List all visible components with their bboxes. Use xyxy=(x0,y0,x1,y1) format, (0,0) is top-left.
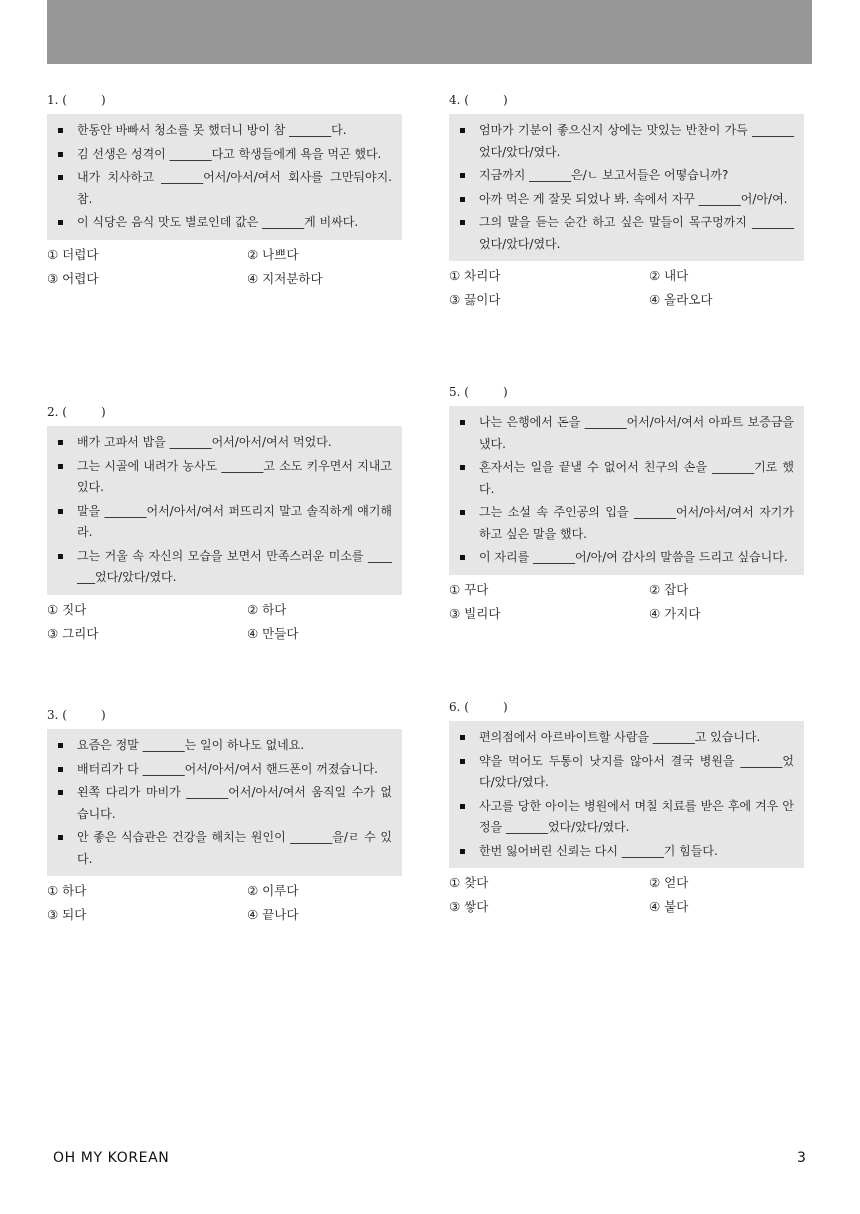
answer-option[interactable]: ④ 지저분하다 xyxy=(247,270,323,286)
answer-option[interactable]: ① 꾸다 xyxy=(449,581,489,597)
answer-option[interactable]: ② 내다 xyxy=(649,268,689,283)
bullet-icon xyxy=(58,128,63,133)
question-number: 2. ( ) xyxy=(47,405,106,419)
answer-option[interactable]: ① 찾다 xyxy=(449,875,489,890)
bullet-icon xyxy=(460,465,465,470)
example-sentence: 안 좋은 식습관은 건강을 해치는 원인이 _______을/ㄹ 수 있다. xyxy=(55,827,392,870)
bullet-icon xyxy=(460,555,465,560)
answer-option[interactable]: ① 차리다 xyxy=(449,268,501,283)
bullet-icon xyxy=(460,735,465,740)
question-number: 3. ( ) xyxy=(47,708,106,722)
example-sentence: 이 식당은 음식 맛도 별로인데 값은 _______게 비싸다. xyxy=(55,212,392,234)
bullet-icon xyxy=(460,128,465,133)
question-2 xyxy=(47,402,402,644)
sentence-box xyxy=(449,406,804,575)
example-sentence: 약을 먹어도 두통이 낫지를 않아서 결국 병원을 _______었다/았다/였다. xyxy=(457,751,794,794)
question-number: 1. ( ) xyxy=(47,93,106,107)
example-sentence: 편의점에서 아르바이트할 사람을 _______고 있습니다. xyxy=(457,727,794,749)
answer-option[interactable]: ③ 쌓다 xyxy=(449,899,489,914)
bullet-icon xyxy=(460,173,465,178)
answer-option[interactable]: ② 얻다 xyxy=(649,875,689,890)
sentence-box xyxy=(449,114,804,261)
question-number: 6. ( ) xyxy=(449,700,508,714)
example-sentence: 배터리가 다 _______어서/아서/여서 핸드폰이 꺼졌습니다. xyxy=(55,759,392,781)
sentence-box xyxy=(47,114,402,240)
bullet-icon xyxy=(58,790,63,795)
answer-option[interactable]: ② 하다 xyxy=(247,601,287,617)
bullet-icon xyxy=(460,804,465,809)
bullet-icon xyxy=(58,175,63,180)
bullet-icon xyxy=(58,152,63,157)
question-3 xyxy=(47,705,402,925)
answer-options xyxy=(449,579,804,624)
bullet-icon xyxy=(460,220,465,225)
answer-option[interactable]: ③ 그리다 xyxy=(47,625,99,641)
answer-option[interactable]: ① 하다 xyxy=(47,883,87,898)
example-sentence: 엄마가 기분이 좋으신지 상에는 맛있는 반찬이 가득 _______었다/았다/였다. xyxy=(457,120,794,163)
example-sentence: 그는 시골에 내려가 농사도 _______고 소도 키우면서 지내고 있다. xyxy=(55,456,392,499)
example-sentence: 이 자리를 _______어/아/여 감사의 말씀을 드리고 싶습니다. xyxy=(457,547,794,569)
bullet-icon xyxy=(58,509,63,514)
bullet-icon xyxy=(58,767,63,772)
answer-options xyxy=(47,244,402,289)
example-sentence: 나는 은행에서 돈을 _______어서/아서/여서 아파트 보증금을 냈다. xyxy=(457,412,794,455)
answer-option[interactable]: ④ 올라오다 xyxy=(649,292,713,307)
example-sentence: 왼쪽 다리가 마비가 _______어서/아서/여서 움직일 수가 없습니다. xyxy=(55,782,392,825)
answer-options xyxy=(449,265,804,310)
example-sentence: 요즘은 정말 _______는 일이 하나도 없네요. xyxy=(55,735,392,757)
answer-option[interactable]: ③ 어렵다 xyxy=(47,270,99,286)
answer-option[interactable]: ② 나쁘다 xyxy=(247,246,299,262)
answer-option[interactable]: ④ 붙다 xyxy=(649,899,689,914)
bullet-icon xyxy=(58,220,63,225)
page-number: 3 xyxy=(797,1150,806,1166)
example-sentence: 사고를 당한 아이는 병원에서 며칠 치료를 받은 후에 겨우 안정을 _______었다/았다/였다. xyxy=(457,796,794,839)
example-sentence: 배가 고파서 밥을 _______어서/아서/여서 먹었다. xyxy=(55,432,392,454)
bullet-icon xyxy=(460,510,465,515)
example-sentence: 그의 말을 듣는 순간 하고 싶은 말들이 목구멍까지 _______었다/았다/였다. xyxy=(457,212,794,255)
bullet-icon xyxy=(58,464,63,469)
sentence-box xyxy=(449,721,804,868)
question-number: 4. ( ) xyxy=(449,93,508,107)
bullet-icon xyxy=(58,835,63,840)
sentence-box xyxy=(47,729,402,876)
bullet-icon xyxy=(460,420,465,425)
answer-option[interactable]: ③ 되다 xyxy=(47,907,87,922)
answer-option[interactable]: ① 짓다 xyxy=(47,601,87,617)
answer-option[interactable]: ④ 끝나다 xyxy=(247,907,299,922)
bullet-icon xyxy=(58,554,63,559)
answer-options xyxy=(47,599,402,644)
bullet-icon xyxy=(460,849,465,854)
example-sentence: 아까 먹은 게 잘못 되었나 봐. 속에서 자꾸 _______어/아/여. xyxy=(457,189,794,211)
sentence-box xyxy=(47,426,402,595)
example-sentence: 그는 거울 속 자신의 모습을 보면서 만족스러운 미소를 _______었다/았다/였다. xyxy=(55,546,392,589)
answer-options xyxy=(449,872,804,917)
bullet-icon xyxy=(58,743,63,748)
example-sentence: 한번 잃어버린 신뢰는 다시 _______기 힘들다. xyxy=(457,841,794,863)
question-1 xyxy=(47,90,402,289)
bullet-icon xyxy=(460,759,465,764)
bullet-icon xyxy=(460,197,465,202)
example-sentence: 그는 소설 속 주인공의 입을 _______어서/아서/여서 자기가 하고 싶은 말을 했다. xyxy=(457,502,794,545)
example-sentence: 한동안 바빠서 청소를 못 했더니 방이 참 _______다. xyxy=(55,120,392,142)
answer-option[interactable]: ③ 끓이다 xyxy=(449,292,501,307)
example-sentence: 혼자서는 일을 끝낼 수 없어서 친구의 손을 _______기로 했다. xyxy=(457,457,794,500)
answer-option[interactable]: ④ 만들다 xyxy=(247,625,299,641)
answer-option[interactable]: ② 이루다 xyxy=(247,883,299,898)
question-6 xyxy=(449,697,804,917)
example-sentence: 말을 _______어서/아서/여서 퍼뜨리지 말고 솔직하게 얘기해라. xyxy=(55,501,392,544)
example-sentence: 김 선생은 성격이 _______다고 학생들에게 욕을 먹곤 했다. xyxy=(55,144,392,166)
example-sentence: 지금까지 _______은/ㄴ 보고서들은 어떻습니까? xyxy=(457,165,794,187)
answer-option[interactable]: ④ 가지다 xyxy=(649,605,701,621)
bullet-icon xyxy=(58,440,63,445)
header-band xyxy=(47,0,812,64)
answer-option[interactable]: ③ 빌리다 xyxy=(449,605,501,621)
question-4 xyxy=(449,90,804,310)
answer-option[interactable]: ② 잡다 xyxy=(649,581,689,597)
footer-brand: OH MY KOREAN xyxy=(53,1150,170,1166)
example-sentence: 내가 치사하고 _______어서/아서/여서 회사를 그만둬야지. 참. xyxy=(55,167,392,210)
answer-options xyxy=(47,880,402,925)
question-number: 5. ( ) xyxy=(449,385,508,399)
question-5 xyxy=(449,382,804,624)
answer-option[interactable]: ① 더럽다 xyxy=(47,246,99,262)
